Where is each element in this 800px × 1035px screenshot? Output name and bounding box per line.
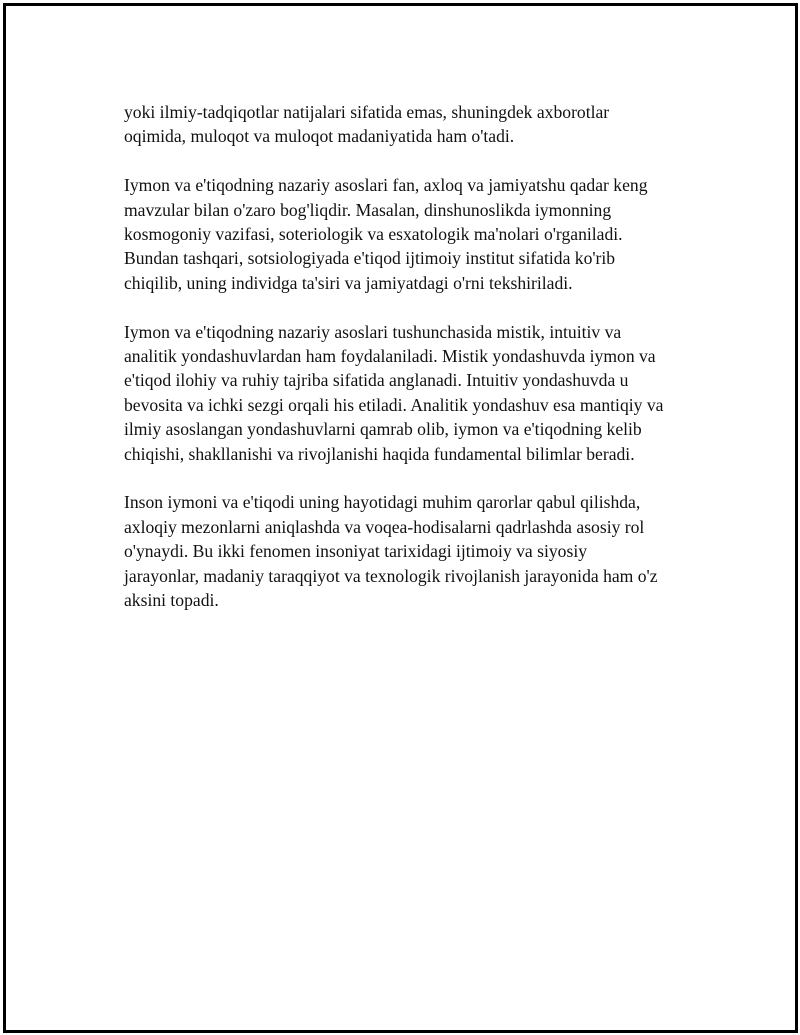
- paragraph-2: Iymon va e'tiqodning nazariy asoslari fan, axloq va jamiyatshu qadar keng mavzular bilan o'zaro bog'liqdir. Masalan, dinshunoslikda iymonning kosmogoniy vazifasi, soteriologik va esxatologik ma'nolari o'rganiladi. Bundan tashqari, sotsiologiyada e'tiqod ijtimoiy institut sifatida ko'rib chiqilib, uning individga ta'siri va jamiyatdagi o'rni tekshiriladi.: [124, 175, 648, 293]
- paragraph-3: Iymon va e'tiqodning nazariy asoslari tushunchasida mistik, intuitiv va analitik yondashuvlardan ham foydalaniladi. Mistik yondashuvda iymon va e'tiqod ilohiy va ruhiy tajriba sifatida anglanadi. Intuitiv yondashuvda u bevosita va ichki sezgi orqali his etiladi. Analitik yondashuv esa mantiqiy va ilmiy asoslangan yondashuvlarni qamrab olib, iymon va e'tiqodning kelib chiqishi, shakllanishi va rivojlanishi haqida fundamental bilimlar beradi.: [124, 321, 664, 464]
- page-body: [124, 100, 704, 637]
- paragraph-1: yoki ilmiy-tadqiqotlar natijalari sifatida emas, shuningdek axborotlar oqimida, muloqot va muloqot madaniyatida ham o'tadi.: [124, 102, 610, 147]
- document-page: [3, 3, 798, 1033]
- paragraph-4: Inson iymoni va e'tiqodi uning hayotidagi muhim qarorlar qabul qilishda, axloqiy mezonlarni aniqlashda va voqea-hodisalarni qadrlashda asosiy rol o'ynaydi. Bu ikki fenomen insoniyat tarixidagi ijtimoiy va siyosiy jarayonlar, madaniy taraqqiyot va texnologik rivojlanish jarayonida ham o'z aksini topadi.: [124, 492, 658, 611]
